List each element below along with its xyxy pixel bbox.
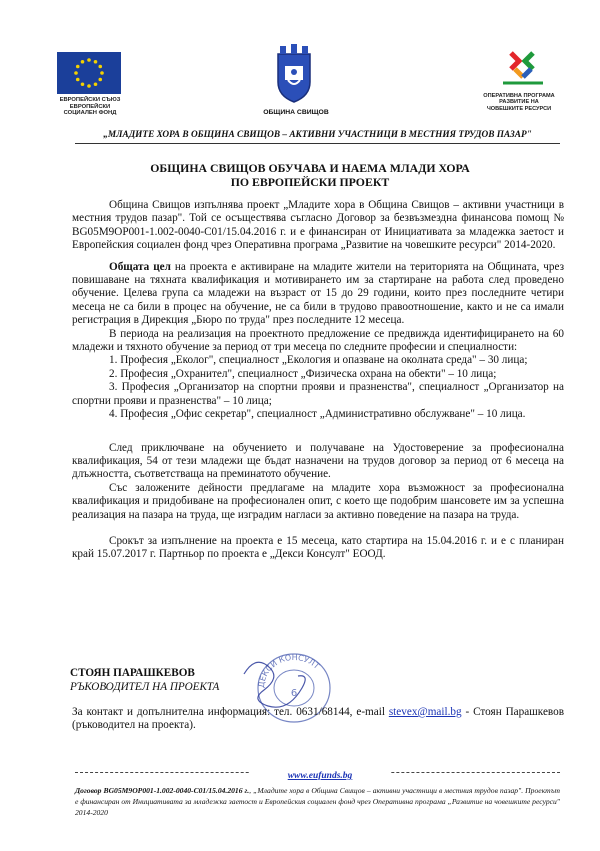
paragraph-goal: Общата цел на проекта е активиране на младите жители на територията на Общината, чрез повишаване на тяхната квалификация и мотивирането им за стартиране на работа след проведено обучение. Целева група са младежи на възраст от 15 до 29 години, които през последните четири месеца не са били в процес на обучение, не са били в трудово правоотношение, както и не са имали регистрация в Дирекция „Бюро по труда" през последните 12 месеца. (72, 260, 564, 327)
eu-star-icon (98, 65, 102, 69)
page-title: ОБЩИНА СВИЩОВ ОБУЧАВА И НАЕМА МЛАДИ ХОРА ПО ЕВРОПЕЙСКИ ПРОЕКТ (150, 161, 470, 189)
list-item: 2. Професия „Охранител", специалност „Физическа охрана на обекти" – 10 лица; (109, 367, 497, 380)
tagline-divider (75, 143, 560, 144)
project-tagline: „МЛАДИТЕ ХОРА В ОБЩИНА СВИЩОВ – АКТИВНИ УЧАСТНИЦИ В МЕСТНИЯ ТРУДОВ ПАЗАР" (103, 130, 532, 140)
paragraph-period: В периода на реализация на проектното предложение се предвижда идентифицирането на 60 младежи и тяхното обучение за период от три месеца по следните професии и специалности: (72, 327, 564, 354)
eu-star-icon (87, 58, 91, 62)
footer-contract-text: Договор BG05M9OP001-1.002-0040-C01/15.04.2016 г., „Младите хора в Община Свищов – активни участници в местния трудов пазар". Проектът е финансиран от Инициативата за младежка заетост и Европейския социален фонд чрез Оперативна програма „Развитие на човешките ресурси" 2014-2020 (75, 786, 560, 817)
paragraph-activities: Със заложените дейности предлагаме на младите хора възможност за професионална квалификация и придобиване на професионален опит, с което ще подобрим шансовете им за успешна реализация на пазара на труда, ще изградим нагласи за активно поведение на пазара на труда. (72, 481, 564, 521)
eu-star-icon (94, 60, 98, 64)
stamp-center: 6 (290, 688, 298, 699)
eu-star-icon (87, 84, 91, 88)
municipality-caption: ОБЩИНА СВИЩОВ (263, 109, 329, 116)
eu-star-icon (74, 71, 78, 75)
eufunds-link[interactable]: www.eufunds.bg (287, 771, 353, 781)
eu-star-icon (81, 60, 85, 64)
eu-stars-icon (57, 52, 121, 94)
contact-info: За контакт и допълнителна информация: тел. 0631/68144, e-mail stevex@mail.bg - Стоян Парашкевов (ръководител на проекта). (72, 706, 564, 732)
hrd-program-caption: ОПЕРАТИВНА ПРОГРАМА РАЗВИТИЕ НА ЧОВЕШКИТЕ РЕСУРСИ (483, 93, 555, 112)
eu-star-icon (98, 78, 102, 82)
paragraph-intro: Община Свищов изпълнява проект „Младите хора в Община Свищов – активни участници в местния трудов пазар". Той се осъществява съгласно Договор за безвъзмездна финансова помощ № BG05M9OP001-1.002-0040-C01/15.04.2016 г. и е финансиран от Инициативата за младежка заетост и Европейския социален фонд чрез Оперативна програма „Развитие на човешките ресурси" 2014-2020. (72, 199, 564, 252)
email-link[interactable]: stevex@mail.bg (388, 706, 462, 718)
eu-star-icon (100, 71, 104, 75)
signatory-role: РЪКОВОДИТЕЛ НА ПРОЕКТА (70, 681, 220, 693)
list-item: 3. Професия „Организатор на спортни прояви и празненства", специалност „Организатор на спортни прояви и празненства" – 10 лица; (72, 381, 564, 407)
paragraph-duration: Срокът за изпълнение на проекта е 15 месеца, като стартира на 15.04.2016 г. и е с планиран край 15.07.2017 г. Партньор по проекта е „Декси Консулт" ЕООД. (72, 534, 564, 561)
eu-star-icon (76, 78, 80, 82)
eu-caption: ЕВРОПЕЙСКИ СЪЮЗ ЕВРОПЕЙСКИ СОЦИАЛЕН ФОНД (59, 97, 121, 117)
professions-list (72, 354, 564, 421)
paragraph-employment: След приключване на обучението и получаване на Удостоверение за професионална квалификация, 54 от тези младежи ще бъдат назначени на трудов договор за период от 6 месеца на длъжността, съответстваща на преминатото обучение. (72, 441, 564, 481)
eu-star-icon (94, 82, 98, 86)
list-item: 4. Професия „Офис секретар", специалност „Административно обслужване" – 10 лица. (109, 408, 526, 421)
list-item: 1. Професия „Еколог", специалност „Екология и опазване на околната среда" – 30 лица; (109, 354, 528, 367)
eu-star-icon (81, 82, 85, 86)
hrd-program-logo (493, 47, 553, 91)
eu-star-icon (76, 65, 80, 69)
svishtov-crest-logo (270, 44, 318, 104)
body-text (72, 199, 564, 562)
signatory-name: СТОЯН ПАРАШКЕВОВ (70, 667, 195, 679)
stamp-text: ДЕКСИ КОНСУЛТ (256, 652, 322, 689)
eu-flag-logo (57, 52, 121, 94)
footer-url-wrap (250, 765, 390, 783)
